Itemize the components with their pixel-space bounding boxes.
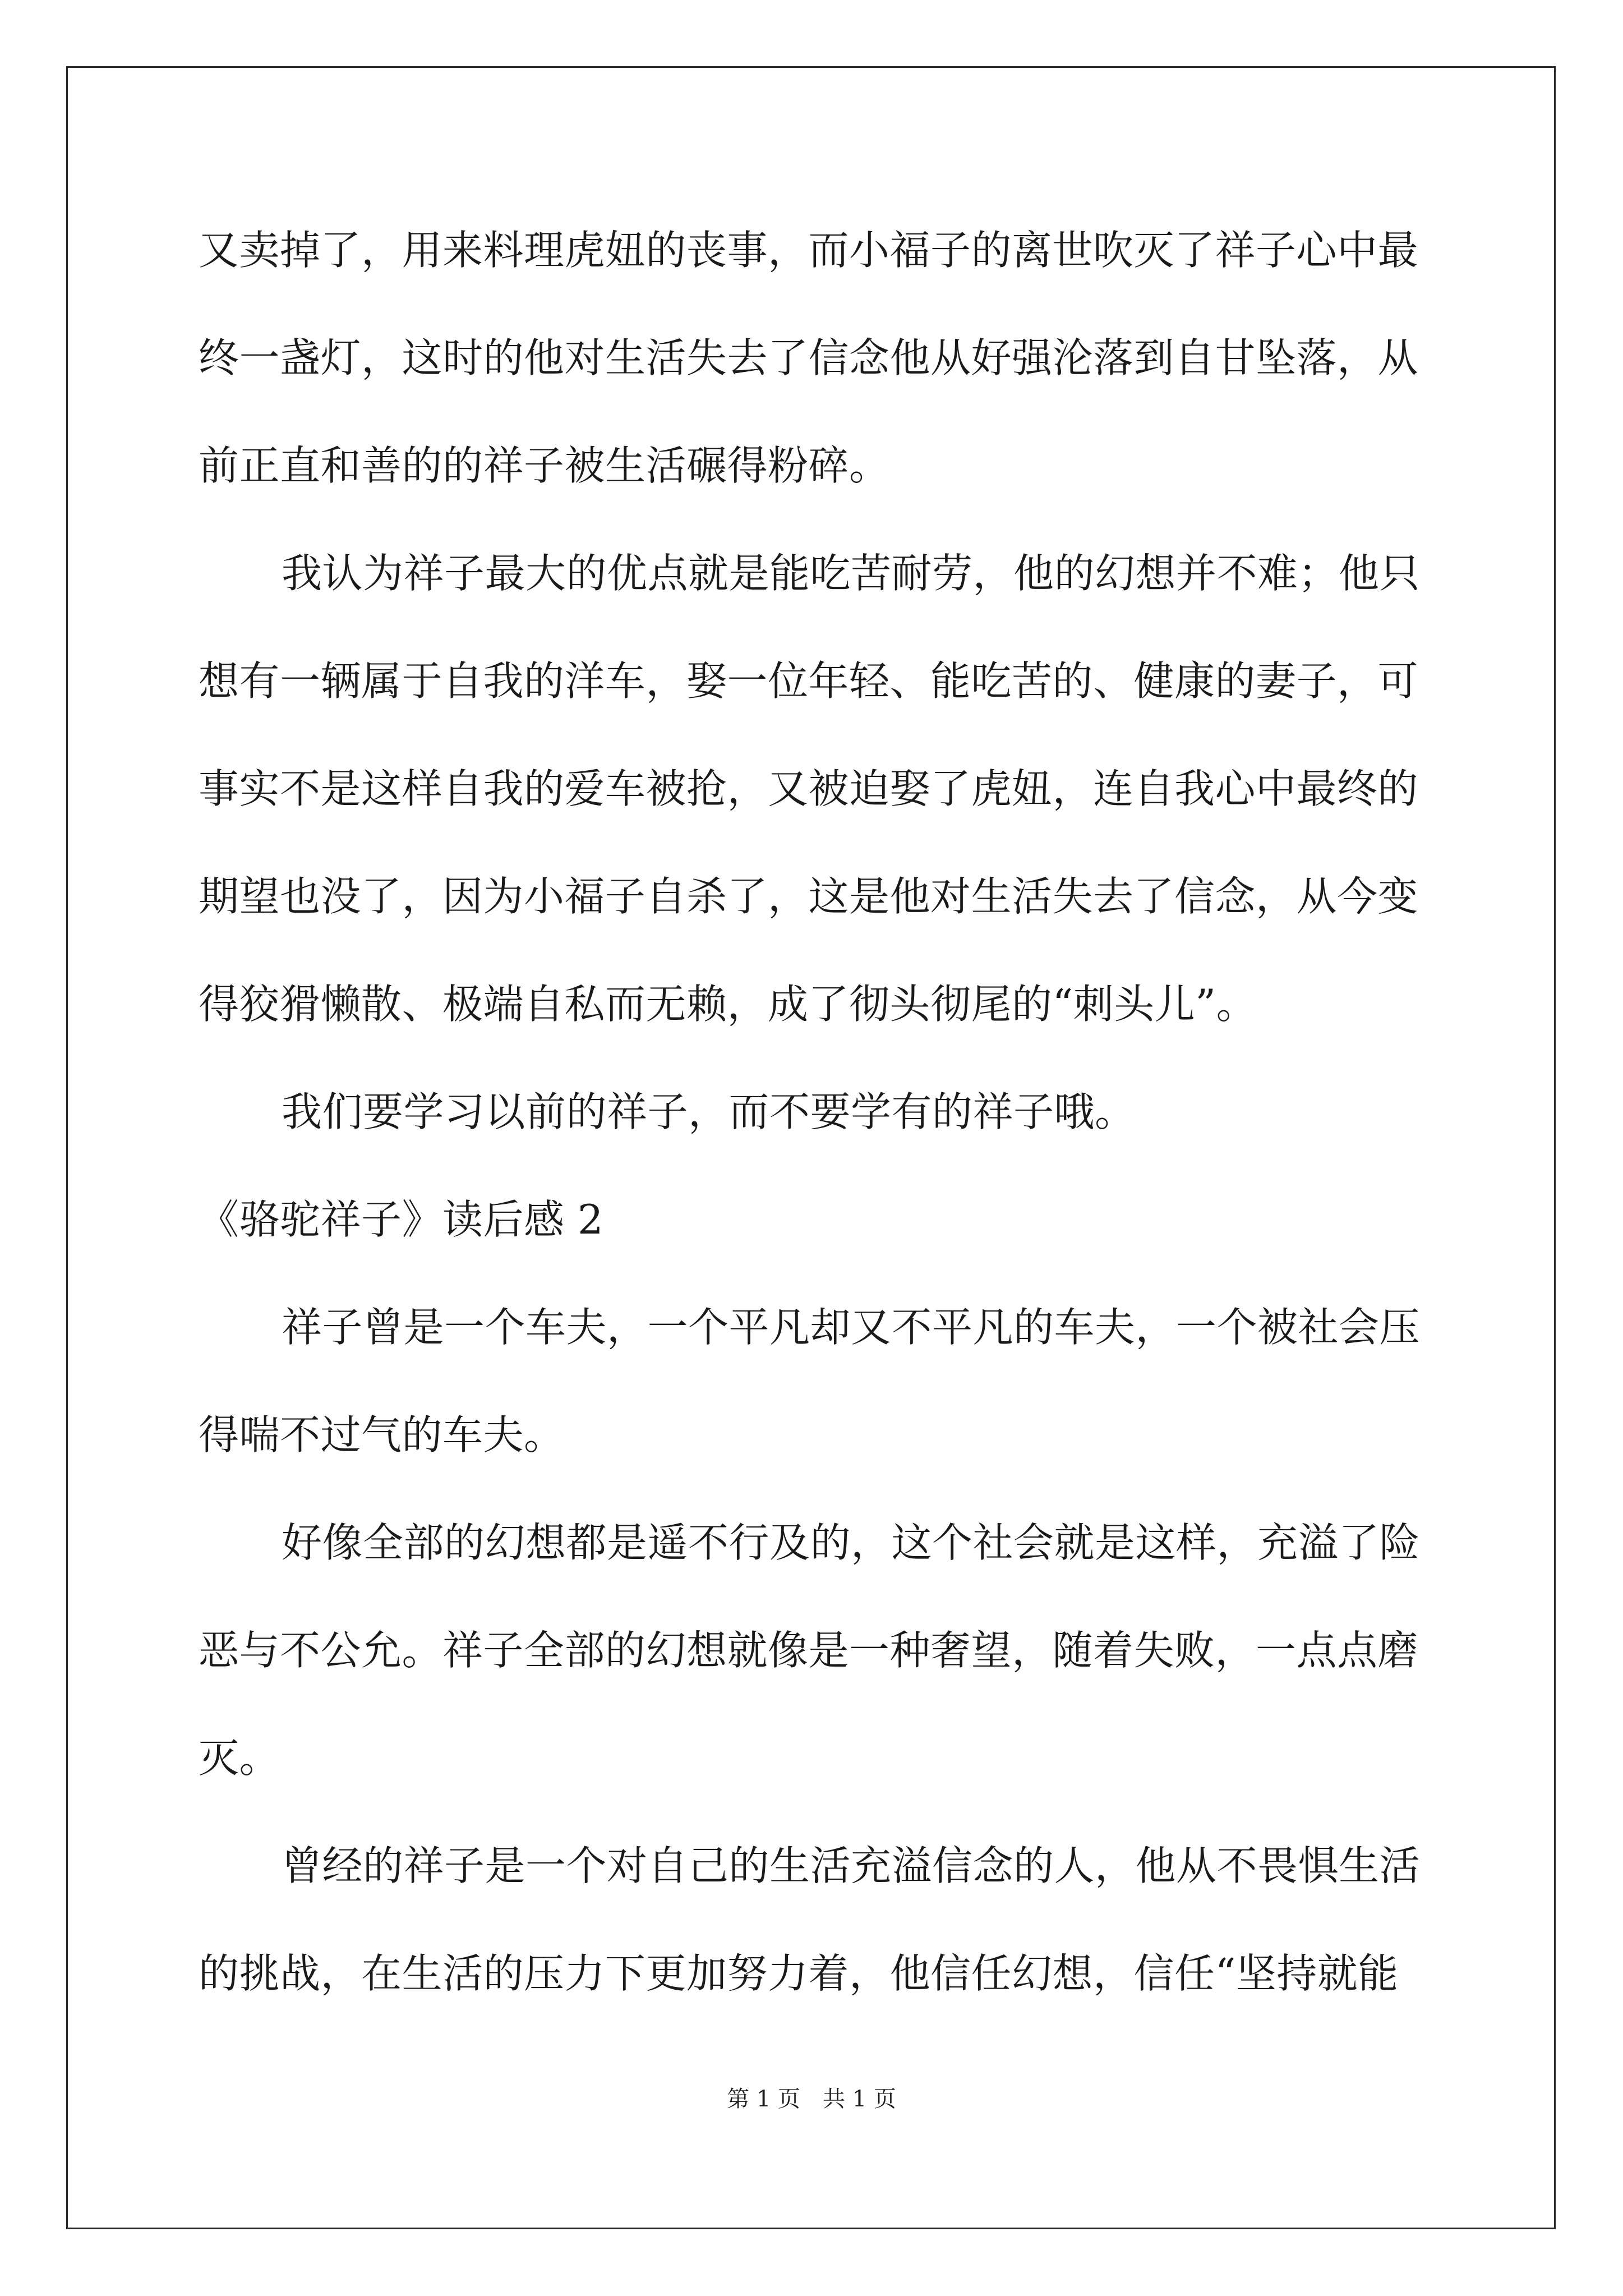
text-line: 我们要学习以前的祥子，而不要学有的祥子哦。	[282, 1088, 1136, 1135]
section-heading	[199, 1166, 1427, 1273]
paragraph	[199, 196, 1427, 519]
text-line: 的挑战，在生活的压力下更加努力着，他信任幻想，信任“坚持就能	[199, 1950, 1399, 1997]
text-line: 期望也没了，因为小福子自杀了，这是他对生活失去了信念，从今变	[199, 873, 1419, 920]
document-body	[199, 196, 1427, 2027]
text-line: 我认为祥子最大的优点就是能吃苦耐劳，他的幻想并不难；他只	[282, 550, 1421, 597]
text-line: 前正直和善的的祥子被生活碾得粉碎。	[199, 442, 890, 489]
text-line: 好像全部的幻想都是遥不行及的，这个社会就是这样，充溢了险	[282, 1519, 1421, 1566]
text-line: 终一盏灯，这时的他对生活失去了信念他从好强沦落到自甘坠落，从	[199, 334, 1419, 381]
text-line: 曾经的祥子是一个对自己的生活充溢信念的人，他从不畏惧生活	[282, 1842, 1421, 1889]
text-line: 《骆驼祥子》读后感 2	[199, 1196, 604, 1243]
text-line: 想有一辆属于自我的洋车，娶一位年轻、能吃苦的、健康的妻子，可	[199, 657, 1419, 705]
paragraph	[199, 1812, 1427, 2027]
page-number: 第 1 页 共 1 页	[727, 2086, 896, 2112]
paragraph	[199, 1058, 1427, 1166]
text-line: 恶与不公允。祥子全部的幻想就像是一种奢望，随着失败，一点点磨	[199, 1627, 1419, 1674]
text-line: 事实不是这样自我的爱车被抢，又被迫娶了虎妞，连自我心中最终的	[199, 765, 1419, 812]
text-line: 得喘不过气的车夫。	[199, 1411, 565, 1458]
text-line: 又卖掉了，用来料理虎妞的丧事，而小福子的离世吹灭了祥子心中最	[199, 227, 1419, 274]
paragraph	[199, 1489, 1427, 1812]
paragraph	[199, 519, 1427, 1058]
paragraph	[199, 1273, 1427, 1489]
text-line: 灭。	[199, 1734, 280, 1782]
text-line: 得狡猾懒散、极端自私而无赖，成了彻头彻尾的“刺头儿”。	[199, 981, 1257, 1028]
page-footer	[0, 2082, 1623, 2116]
text-line: 祥子曾是一个车夫，一个平凡却又不平凡的车夫，一个被社会压	[282, 1304, 1421, 1351]
